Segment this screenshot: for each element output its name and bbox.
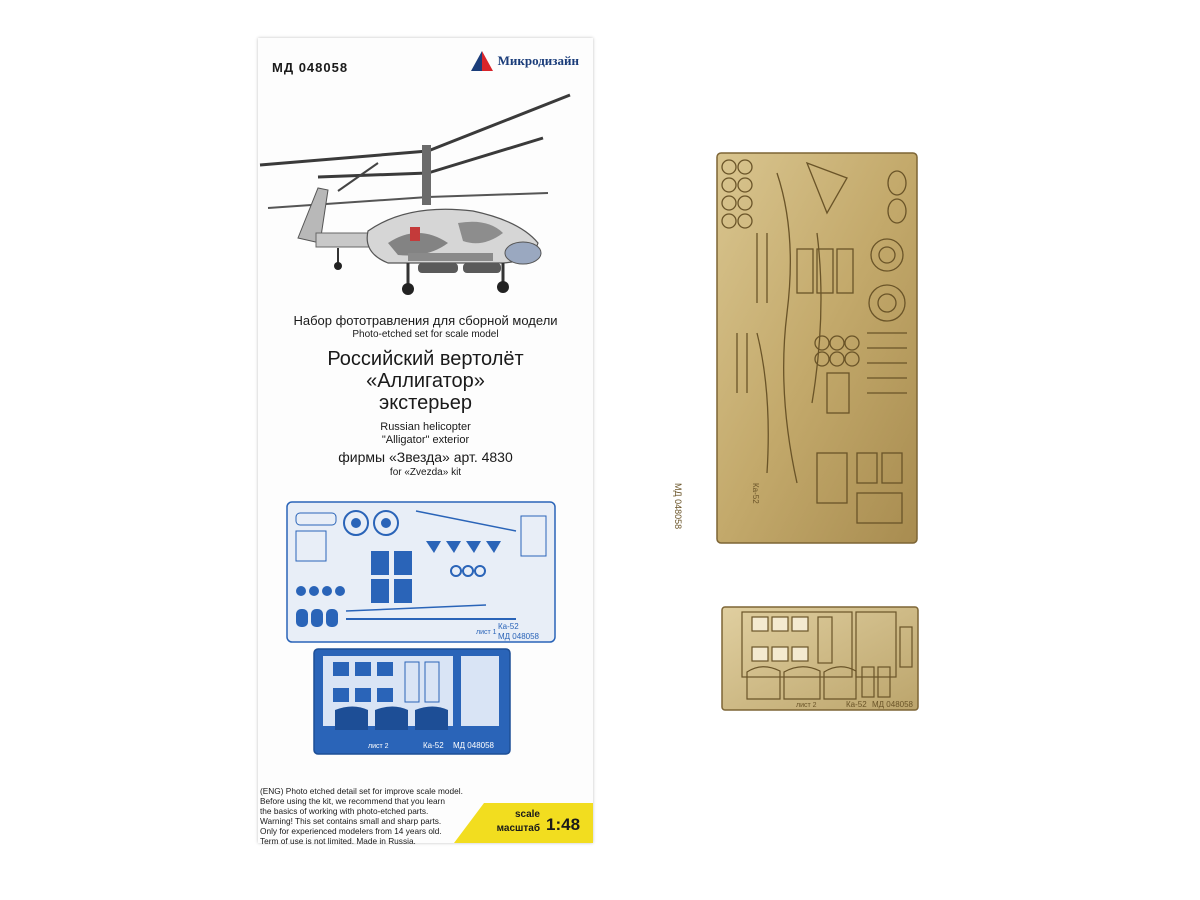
sheet-2-model: Ка-52 bbox=[423, 741, 444, 750]
title-en-line-2: "Alligator" exterior bbox=[381, 434, 470, 446]
fret-2-code: МД 048058 bbox=[872, 700, 913, 709]
product-title-ru bbox=[258, 348, 593, 414]
brand-logo bbox=[469, 50, 579, 72]
brand-logo-icon bbox=[469, 50, 495, 72]
scale-label-ru: масштаб bbox=[496, 823, 540, 834]
fret-2-model: Ка-52 bbox=[846, 700, 867, 709]
title-ru-line-3: экстерьер bbox=[378, 392, 473, 414]
kit-reference-ru: фирмы «Звезда» арт. 4830 bbox=[338, 449, 513, 465]
sheet-1-label: лист 1 bbox=[476, 629, 497, 636]
scale-value: 1:48 bbox=[546, 815, 581, 834]
set-title-ru: Набор фототравления для сборной модели bbox=[293, 313, 558, 328]
sheet-2-label: лист 2 bbox=[368, 743, 389, 750]
legal-line-5: Only for experienced modelers from 14 years old. bbox=[260, 826, 442, 836]
photo-etched-fret-1 bbox=[673, 153, 917, 543]
title-ru-line-2: «Аллигатор» bbox=[366, 370, 485, 392]
sheet-2-code: МД 048058 bbox=[453, 741, 494, 750]
set-title-en: Photo-etched set for scale model bbox=[352, 329, 499, 340]
legal-line-3: the basics of working with photo-etched parts. bbox=[260, 806, 429, 816]
helicopter-image bbox=[258, 93, 593, 323]
fret-1-code: МД 048058 bbox=[673, 483, 683, 530]
title-en-line-1: Russian helicopter bbox=[380, 421, 471, 433]
sheet-1-model: Ка-52 bbox=[498, 622, 519, 631]
scale-label-en: scale bbox=[514, 809, 540, 820]
title-ru-line-1: Российский вертолёт bbox=[327, 348, 524, 370]
scale-badge bbox=[454, 803, 593, 843]
fret-2-label: лист 2 bbox=[796, 702, 817, 709]
legal-line-2: Before using the kit, we recommend that you learn bbox=[260, 796, 445, 806]
legal-line-1: (ENG) Photo etched detail set for improve scale model. bbox=[260, 786, 463, 796]
fret-1-model: Ка-52 bbox=[751, 483, 760, 504]
sheet-1-diagram bbox=[286, 501, 556, 643]
legal-line-6: Term of use is not limited. Made in Russia. bbox=[260, 836, 416, 846]
kit-reference-en: for «Zvezda» kit bbox=[389, 467, 462, 478]
sheet-2-diagram bbox=[313, 648, 511, 755]
product-sku: МД 048058 bbox=[272, 60, 349, 75]
sheet-1-code: МД 048058 bbox=[498, 632, 539, 641]
product-title-en bbox=[258, 421, 593, 447]
photo-etched-fret-2 bbox=[722, 607, 918, 710]
product-card bbox=[258, 38, 593, 846]
brand-name: Микродизайн bbox=[497, 53, 579, 68]
legal-line-4: Warning! This set contains small and sharp parts. bbox=[260, 816, 442, 826]
legal-notice bbox=[260, 786, 463, 846]
